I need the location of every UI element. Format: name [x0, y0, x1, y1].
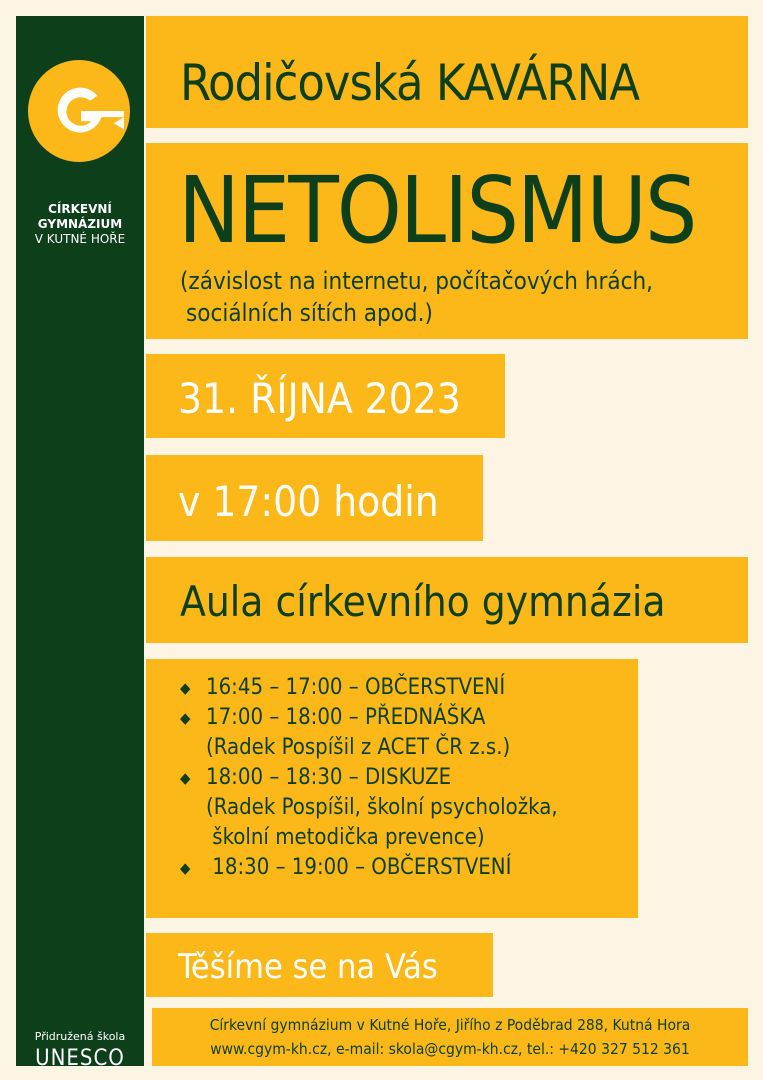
- program-item-text: 17:00 – 18:00 – PŘEDNÁŠKA: [206, 705, 486, 730]
- program-item-note: (Radek Pospíšil, školní psycholožka,: [206, 795, 558, 820]
- program-item-note: školní metodička prevence): [206, 825, 485, 850]
- program-item: [180, 763, 558, 853]
- school-name-line1: CÍRKEVNÍ: [48, 202, 112, 216]
- diamond-bullet-icon: ◆: [180, 709, 191, 727]
- program-item: [180, 853, 558, 883]
- date-box: [146, 354, 505, 438]
- unesco-label: UNESCO: [35, 1046, 125, 1071]
- event-place: Aula církevního gymnázia: [180, 577, 666, 626]
- closing-box: [146, 933, 493, 997]
- topic-box: [146, 143, 748, 339]
- school-sidebar: [16, 16, 144, 1071]
- time-box: [146, 455, 483, 541]
- program-box: [146, 659, 638, 918]
- program-item-text: 18:30 – 19:00 – OBČERSTVENÍ: [206, 855, 512, 880]
- school-logo-icon: [28, 60, 130, 162]
- school-name-line2: GYMNÁZIUM: [37, 217, 123, 231]
- event-time: v 17:00 hodin: [178, 477, 439, 526]
- diamond-bullet-icon: ◆: [180, 859, 191, 877]
- topic-title: NETOLISMUS: [178, 157, 696, 264]
- topic-subtitle: [180, 265, 653, 329]
- program-item: [180, 673, 558, 703]
- header-box: [146, 16, 748, 128]
- program-item-text: 16:45 – 17:00 – OBČERSTVENÍ: [206, 675, 506, 700]
- closing-message: Těšíme se na Vás: [178, 947, 438, 987]
- place-box: [146, 557, 748, 643]
- footer-box: [152, 1008, 748, 1066]
- diamond-bullet-icon: ◆: [180, 679, 191, 697]
- school-name: [16, 202, 144, 247]
- program-item-text: 18:00 – 18:30 – DISKUZE: [206, 765, 452, 790]
- topic-subtitle-line2: sociálních sítích apod.): [186, 299, 433, 327]
- program-item-note: (Radek Pospíšil z ACET ČR z.s.): [206, 735, 511, 760]
- diamond-bullet-icon: ◆: [180, 769, 191, 787]
- event-date: 31. ŘÍJNA 2023: [178, 374, 461, 423]
- associated-school-label: Přidružená škola: [34, 1030, 126, 1043]
- event-series-title: Rodičovská KAVÁRNA: [180, 54, 640, 112]
- topic-subtitle-line1: (závislost na internetu, počítačových hrách,: [180, 267, 654, 295]
- program-list: [180, 673, 558, 883]
- school-name-line3: V KUTNÉ HOŘE: [34, 232, 126, 246]
- program-item: [180, 703, 558, 763]
- footer-contacts: www.cgym-kh.cz, e-mail: skola@cgym-kh.cz, tel.: +420 327 512 361: [210, 1040, 690, 1058]
- footer-address: Církevní gymnázium v Kutné Hoře, Jiřího z Poděbrad 288, Kutná Hora: [209, 1016, 691, 1034]
